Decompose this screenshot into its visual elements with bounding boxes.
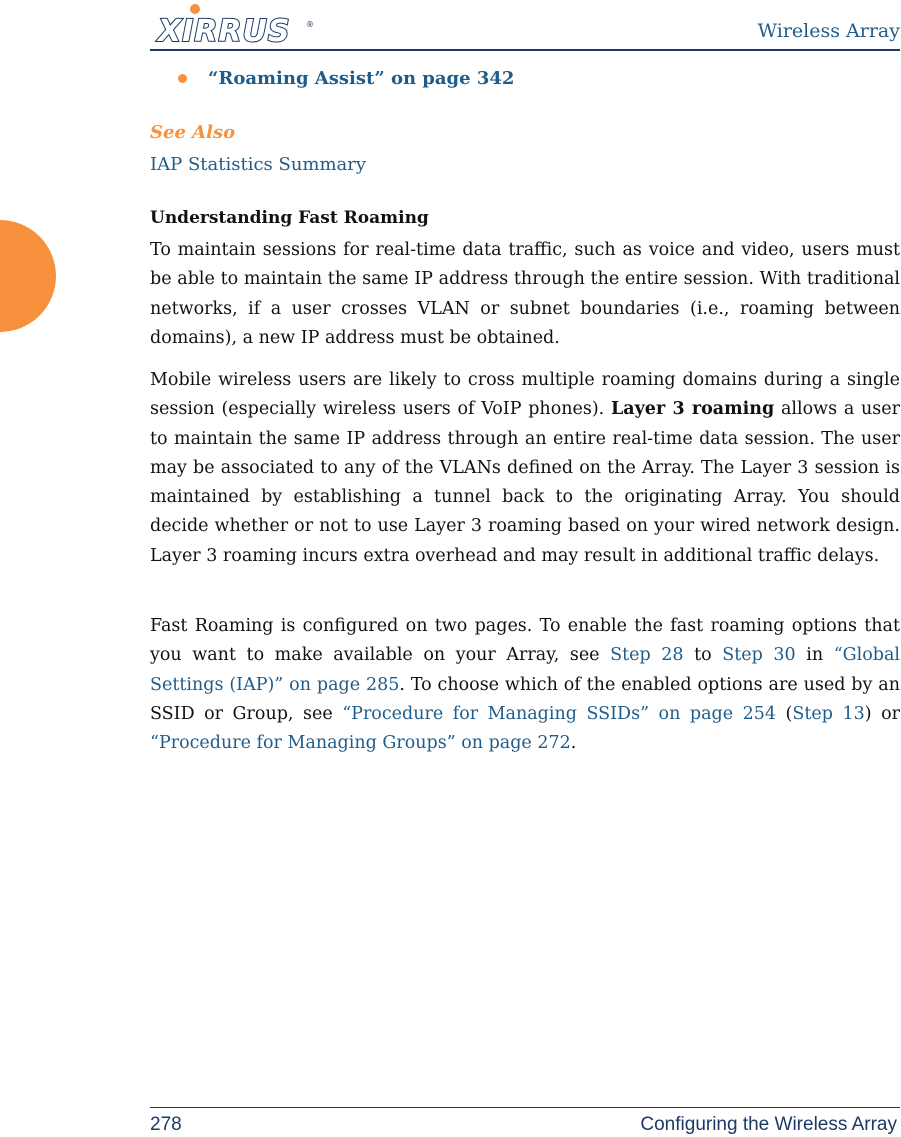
paragraph-3 [150,612,900,758]
step-30-link[interactable]: Step 30 [722,645,796,666]
roaming-assist-link[interactable]: “Roaming Assist” on page 342 [208,68,515,89]
section-heading: Understanding Fast Roaming [150,208,429,228]
global-settings-link[interactable]: “Global Settings (IAP)” on page 285 [150,645,900,695]
page-header [150,0,900,52]
paragraph-3-text-f: ) or [864,703,900,724]
header-title: Wireless Array [757,20,900,42]
iap-statistics-summary-link[interactable]: IAP Statistics Summary [150,154,367,175]
see-also-label: See Also [150,122,236,143]
paragraph-3-text-c: in [795,645,834,666]
paragraph-1: To maintain sessions for real-time data traffic, such as voice and video, users must be able to maintain the same IP address through the entire session. With traditional networks, if a user crosses VLAN or subnet boundaries (i.e., roaming between domains), a new IP address must be obtained. [150,240,900,348]
managing-groups-link[interactable]: “Procedure for Managing Groups” on page 272 [150,733,571,754]
paragraph-3-text-e: ( [775,703,793,724]
bullet-dot-icon [178,74,187,83]
registered-mark: ® [306,20,314,29]
page-number: 278 [150,1114,182,1135]
managing-ssids-link[interactable]: “Procedure for Managing SSIDs” on page 254 [342,703,776,724]
paragraph-3-text-d: . To choose which of the enabled options are used by an SSID or Group, see [150,674,900,724]
logo-text: XIRRUS [158,14,291,49]
chapter-title: Configuring the Wireless Array [640,1114,897,1135]
step-13-link[interactable]: Step 13 [792,703,865,724]
paragraph-3-text-g: . [570,733,577,754]
step-28-link[interactable]: Step 28 [610,645,684,666]
footer-rule [150,1107,900,1108]
side-tab-marker [0,220,56,332]
paragraph-2 [150,366,900,571]
paragraph-2-text-a: Mobile wireless users are likely to cross multiple roaming domains during a single session (especially wireless users of VoIP phones). [150,370,900,420]
logo-dot-icon [190,4,200,14]
bullet-item [178,68,514,89]
paragraph-3-text-b: to [683,645,723,666]
paragraph-3-text-a: Fast Roaming is configured on two pages. To enable the fast roaming options that you want to make available on your Array, see [150,616,900,666]
header-rule [150,49,900,51]
paragraph-2-text-b: allows a user to maintain the same IP address through an entire real-time data session. The user may be associated to any of the VLANs defined on the Array. The Layer 3 session is maintained by establishing a tunnel back to the originating Array. You should decide whether or not to use Layer 3 roaming based on your wired network design. Layer 3 roaming incurs extra overhead and may result in additional traffic delays. [150,399,901,566]
layer3-roaming-term: Layer 3 roaming [611,399,775,420]
